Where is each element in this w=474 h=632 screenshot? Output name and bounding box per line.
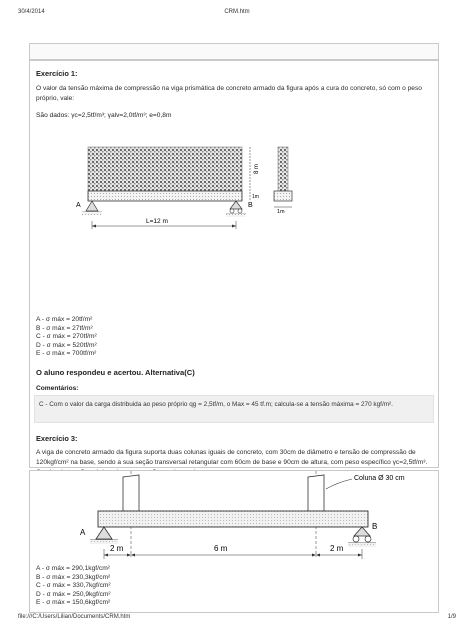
support-b-3	[354, 527, 370, 536]
column-left	[123, 475, 139, 511]
cross-section-wall	[278, 147, 288, 191]
exercise-1-question: O valor da tensão máxima de compressão na viga prismática de concreto armado da figura após a cura do concreto, só com o peso próprio, vale:	[36, 85, 422, 102]
print-date: 30/4/2014	[18, 9, 45, 15]
comments-box: C - Com o valor da carga distribuida ao peso próprio qg = 2,5tf/m, o Max = 45 tf.m; calcula-se a tensão máxima = 270 kgf/m².	[34, 395, 434, 423]
exercise-3-panel	[29, 470, 439, 613]
exercise-1-result: O aluno respondeu e acertou. Alternativa(C)	[36, 368, 195, 377]
data-prefix: São dados:	[36, 112, 70, 119]
option-d: D - σ máx = 520tf/m²	[36, 341, 97, 349]
option-a: A - σ máx = 20tf/m²	[36, 316, 93, 323]
print-header	[18, 9, 456, 19]
height-label: 8 m	[254, 163, 260, 174]
support-a	[86, 201, 98, 211]
column-right	[308, 475, 324, 511]
section-width-label: 1m	[277, 209, 285, 215]
data-values: γc=2,5tf/m³; γalv=2,0tf/m³; e=0,8m	[71, 112, 172, 119]
beam-3	[98, 511, 368, 527]
ex3-option-b: B - σ máx = 230,3kgf/cm²	[36, 573, 111, 581]
support-a-3	[96, 527, 112, 539]
cross-section-beam	[274, 191, 292, 201]
print-title: CRM.htm	[224, 9, 250, 15]
print-path: file:///C:/Users/Lilian/Documents/CRM.htm	[18, 614, 131, 620]
span-label: L=12 m	[146, 218, 168, 225]
comments-label: Comentários:	[36, 385, 79, 392]
exercise-3-question: A viga de concreto armado da figura suporta duas colunas iguais de concreto, com 30cm de diâmetro e tensão de compressão de 120kgf/cm² na base, sendo a sua seção transversal retangular com 60cm de base e 90cm de altura, com peso específico γc=2,5tf/m³.	[36, 449, 428, 466]
option-c: C - σ máx = 270tf/m²	[36, 333, 97, 341]
exercise-3-options	[36, 565, 111, 608]
column-label: Coluna Ø 30 cm	[354, 475, 405, 482]
wall	[88, 147, 242, 191]
exercise-1-figure	[60, 141, 320, 271]
label-a-3: A	[80, 528, 86, 537]
label-a: A	[76, 202, 81, 209]
exercise-1-data	[36, 112, 432, 119]
exercise-1-options	[36, 316, 97, 359]
exercise-3-title: Exercício 3:	[36, 434, 78, 443]
dim-left: 2 m	[110, 544, 124, 553]
ex3-option-e: E - σ máx = 150,6kgf/cm²	[36, 599, 111, 607]
print-page-number: 1/9	[447, 614, 456, 620]
beam-height-label: 1m	[252, 194, 259, 200]
dim-mid: 6 m	[214, 544, 228, 553]
beam	[88, 191, 242, 201]
print-footer	[18, 614, 456, 624]
support-b	[230, 201, 242, 209]
label-b-3: B	[372, 522, 378, 531]
exercise-1-title: Exercício 1:	[36, 69, 78, 78]
top-panel	[29, 43, 439, 60]
option-e: E - σ máx = 700tf/m²	[36, 350, 97, 358]
label-b: B	[248, 202, 253, 209]
ex3-option-c: C - σ máx = 330,7kgf/cm²	[36, 582, 111, 590]
exercise-1-panel	[29, 60, 439, 468]
option-b: B - σ máx = 27tf/m²	[36, 324, 93, 332]
exercise-3-figure	[36, 471, 436, 561]
ex3-option-a: A - σ máx = 290,1kgf/cm²	[36, 565, 110, 572]
ex3-option-d: D - σ máx = 250,9kgf/cm²	[36, 590, 111, 598]
dim-right: 2 m	[330, 544, 344, 553]
